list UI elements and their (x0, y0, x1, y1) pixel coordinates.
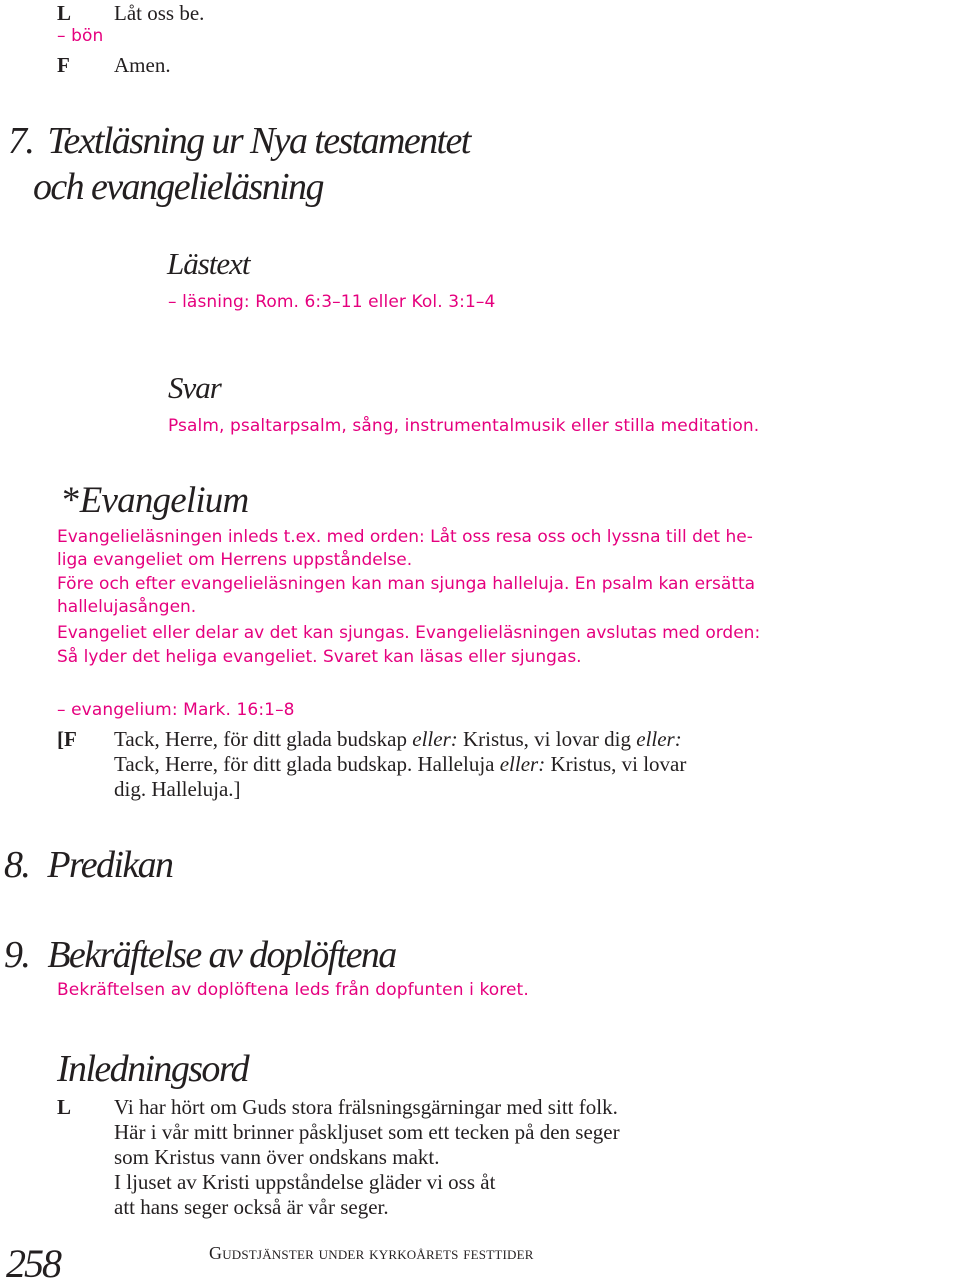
section-7-title-line1: Textläsning ur Nya testamentet (47, 120, 470, 162)
inledningsord-line-1: Vi har hört om Guds stora frälsningsgärningar med sitt folk. (114, 1095, 618, 1119)
page-number: 258 (6, 1241, 60, 1286)
section-9-title: Bekräftelse av doplöftena (47, 934, 396, 976)
response-line-2 (114, 752, 686, 777)
section-9-number: 9. (4, 934, 30, 976)
response-eller: eller: (499, 752, 546, 776)
evangelium-rubric-3: Före och efter evangelieläsningen kan man sjunga halleluja. En psalm kan ersätta (57, 574, 756, 594)
response-line-1 (114, 727, 682, 752)
amen-line: Amen. (114, 53, 171, 77)
inledningsord-line-3: som Kristus vann över ondskans makt. (114, 1145, 440, 1169)
lastext-heading: Lästext (167, 246, 250, 281)
section-8-number: 8. (4, 844, 30, 886)
response-eller: eller: (636, 727, 682, 751)
section-7-heading (8, 118, 470, 164)
response-text: Tack, Herre, för ditt glada budskap (114, 727, 413, 751)
inledningsord-line-2: Här i vår mitt brinner påskljuset som ett tecken på den seger (114, 1120, 620, 1144)
section-7-number: 7. (8, 120, 34, 162)
evangelium-heading (62, 480, 248, 522)
evangelium-rubric-1: Evangelieläsningen inleds t.ex. med orden: Låt oss resa oss och lyssna till det he- (57, 527, 753, 547)
section-7-title-line2: och evangelieläsning (33, 166, 323, 208)
inledningsord-line-5: att hans seger också är vår seger. (114, 1195, 389, 1219)
svar-text: Psalm, psaltarpsalm, sång, instrumentalmusik eller stilla meditation. (168, 416, 760, 436)
evangelium-rubric-4: hallelujasången. (57, 597, 197, 617)
section-8-heading (4, 842, 172, 888)
svar-heading: Svar (168, 370, 221, 405)
response-line-3: dig. Halleluja.] (114, 777, 241, 801)
response-text: Kristus, vi lovar (545, 752, 687, 776)
inledningsord-heading: Inledningsord (57, 1048, 249, 1090)
response-text: Tack, Herre, för ditt glada budskap. Halleluja (114, 752, 500, 776)
section-9-heading (4, 932, 396, 978)
evangelium-reading: – evangelium: Mark. 16:1–8 (57, 700, 295, 720)
evangelium-star: * (62, 480, 80, 521)
evangelium-rubric-2: liga evangeliet om Herrens uppståndelse. (57, 550, 413, 570)
inledningsord-line-4: I ljuset av Kristi uppståndelse gläder vi oss åt (114, 1170, 496, 1194)
running-title: Gudstjänster under kyrkoårets festtider (209, 1243, 534, 1263)
role-marker-f: F (57, 53, 70, 77)
role-marker-l: L (57, 1, 72, 25)
evangelium-title: Evangelium (79, 480, 249, 521)
section-8-title: Predikan (47, 844, 173, 886)
section-9-rubric: Bekräftelsen av doplöftena leds från dopfunten i koret. (57, 980, 529, 1000)
response-eller: eller: (412, 727, 458, 751)
role-marker-l: L (57, 1095, 72, 1119)
prayer-line: Låt oss be. (114, 1, 205, 25)
rubric-prayer: – bön (57, 26, 104, 46)
role-marker-bracket-f: [F (57, 727, 77, 751)
lastext-reading: – läsning: Rom. 6:3–11 eller Kol. 3:1–4 (168, 292, 496, 312)
evangelium-rubric-6: Så lyder det heliga evangeliet. Svaret kan läsas eller sjungas. (57, 647, 582, 667)
evangelium-rubric-5: Evangeliet eller delar av det kan sjungas. Evangelieläsningen avslutas med orden: (57, 623, 761, 643)
response-text: Kristus, vi lovar dig (457, 727, 637, 751)
